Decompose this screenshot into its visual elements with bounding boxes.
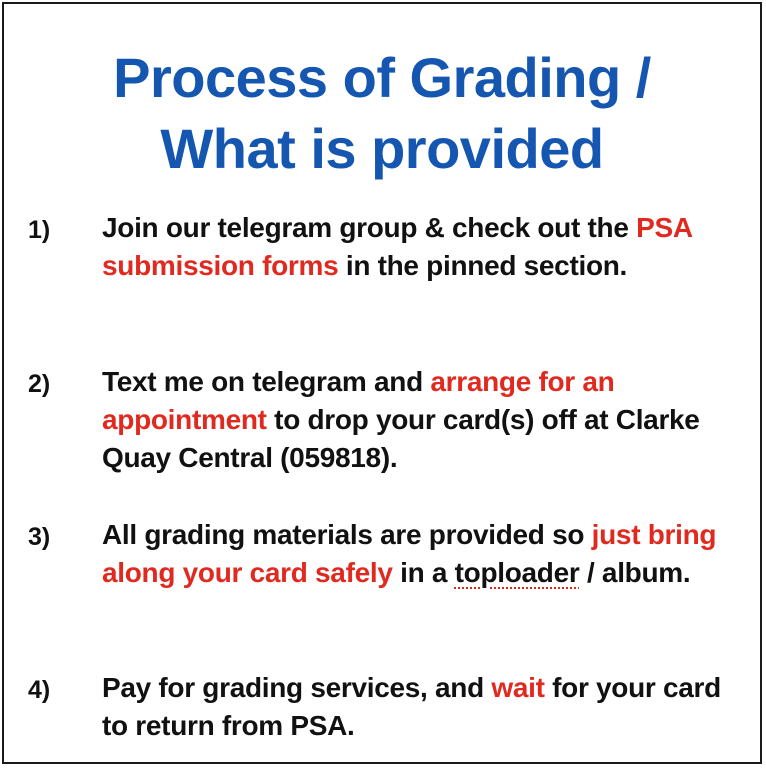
step-highlight: PSA submission forms — [102, 212, 692, 281]
step-text-part: to drop your card(s) off at Clarke Quay Central (059818). — [102, 404, 700, 473]
step-text-part: / album. — [579, 557, 691, 588]
step-text-part: in the pinned section. — [338, 250, 628, 281]
step-text — [102, 669, 742, 745]
step-number: 1) — [28, 216, 51, 244]
spellcheck-underlined-word: toploader — [454, 557, 580, 588]
step-text-part: in a — [392, 557, 455, 588]
step-number: 4) — [28, 676, 51, 704]
step-highlight: wait — [491, 672, 545, 703]
title-line-1: Process of Grading / — [113, 46, 651, 109]
step-text — [102, 363, 742, 477]
step-text-part: Pay for grading services, and — [102, 672, 492, 703]
title-line-2: What is provided — [160, 117, 604, 180]
step-highlight: arrange for an appointment — [102, 366, 615, 435]
step-text-part: Join our telegram group & check out the — [102, 212, 637, 243]
step-text-part: All grading materials are provided so — [102, 519, 592, 550]
step-number: 3) — [28, 523, 51, 551]
grading-info-card — [2, 2, 762, 764]
step-number: 2) — [28, 370, 51, 398]
steps-list — [4, 4, 760, 762]
step-text-part: for your card to return from PSA. — [102, 672, 721, 741]
step-text — [102, 209, 742, 285]
step-text-part: Text me on telegram and — [102, 366, 431, 397]
step-text — [102, 516, 742, 592]
step-highlight: just bring along your card safely — [102, 519, 717, 588]
